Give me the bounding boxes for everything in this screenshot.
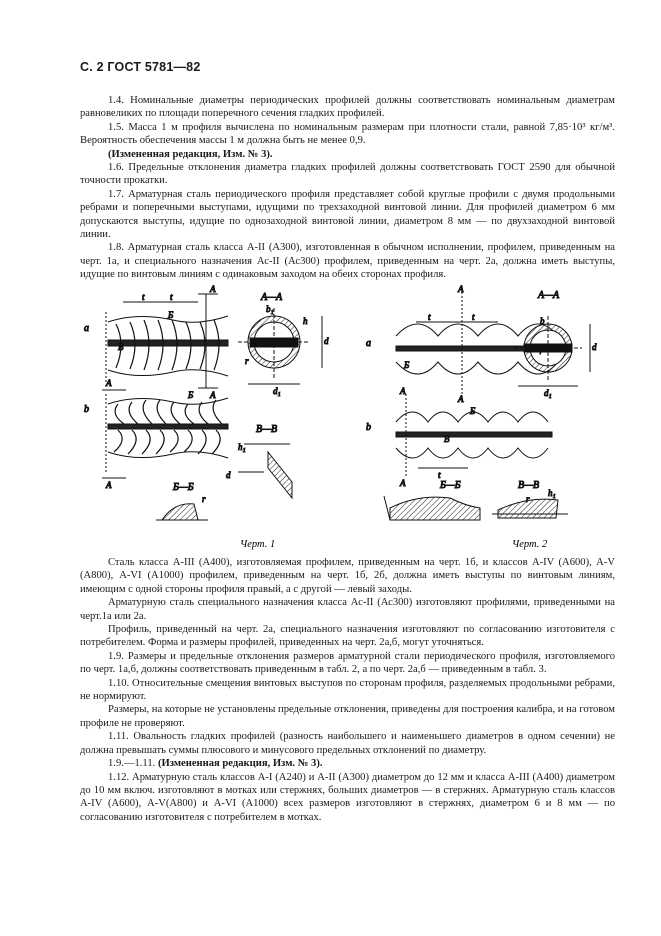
- page-header: С. 2 ГОСТ 5781—82: [80, 60, 201, 74]
- svg-text:t: t: [170, 292, 173, 302]
- svg-text:А: А: [210, 284, 216, 294]
- top_paragraphs-paragraph: 1.4. Номинальные диаметры периодических профилей должны соответствовать номинальным диаметрам равновеликих по площади поперечного сечения гладких профилей.: [80, 95, 615, 120]
- fig1-section-VV: [226, 424, 292, 498]
- svg-text:Б: Б: [470, 406, 476, 416]
- svg-text:А: А: [106, 378, 112, 388]
- paragraph-plain-part: 1.9.—1.11.: [108, 758, 158, 770]
- svg-text:b: b: [84, 404, 89, 415]
- bottom_paragraphs-paragraph: Размеры, на которые не установлены предельные отклонения, приведены для построения калибра, и на готовом профиле не проверяют.: [80, 704, 615, 729]
- svg-text:В—В: В—В: [518, 480, 540, 491]
- fig1a-label: а: [84, 323, 89, 334]
- bottom_paragraphs-paragraph: 1.10. Относительные смещения винтовых выступов по сторонам профиля, разделяемых продольными ребрами, не нормируют.: [80, 677, 615, 703]
- svg-text:Б: Б: [188, 390, 194, 400]
- svg-text:В: В: [444, 434, 450, 444]
- svg-text:А: А: [106, 480, 112, 490]
- svg-text:а: а: [366, 338, 371, 349]
- svg-text:Б—Б: Б—Б: [440, 480, 461, 491]
- svg-text:b: b: [366, 422, 371, 433]
- svg-text:В—В: В—В: [256, 424, 278, 435]
- svg-text:b: b: [540, 316, 545, 326]
- top_paragraphs-paragraph: 1.8. Арматурная сталь класса А-II (А300), изготовленная в обычном исполнении, профилем, приведенным на черт. 1а, и специального назначения Ас-II (Ас300) профилем, приведенным на черт. 2а, должна иметь выступы, идущие по винтовым линиям с одинаковым заходом на обеих сторонах профиля.: [80, 242, 615, 281]
- fig2-section-AA: [514, 290, 597, 398]
- svg-text:d₁: d₁: [273, 386, 281, 396]
- svg-text:А: А: [400, 386, 406, 396]
- bottom_paragraphs-paragraph: Сталь класса А-III (А400), изготовляемая профилем, приведенным на черт. 1б, и классов А-IV (А600), А-V (А800), А-VI (А1000) профилем, приведенным на черт. 1б, 2б, должна иметь выступы по винтовым линиям, имеющим с одной стороны профиля правый, а с другой — левый заходы.: [80, 557, 615, 595]
- svg-text:А: А: [458, 284, 464, 294]
- svg-text:h: h: [303, 316, 308, 326]
- bottom_paragraphs-paragraph: 1.12. Арматурную сталь классов А-I (А240) и А-II (А300) диаметром до 12 мм и класса А-III (А400) диаметром до 10 мм включ. изготовляют в мотках или стержнях, больших диаметров — в стержнях. Арматурную сталь классов А-IV (А600), А-V(А800) и А-VI (А1000) всех размеров изготовляют в стержнях, диаметром 6 и 8 мм — по согласованию изготовителя с потребителем в мотках.: [80, 771, 615, 823]
- svg-text:Б—Б: Б—Б: [173, 482, 194, 493]
- svg-text:А: А: [400, 478, 406, 488]
- svg-text:А—А: А—А: [261, 292, 283, 303]
- svg-text:d: d: [592, 342, 597, 352]
- fig1-section-BB: [156, 482, 208, 520]
- caption-chert-2: Черт. 2: [512, 539, 548, 550]
- top_paragraphs-paragraph: 1.7. Арматурная сталь периодического профиля представляет собой круглые профили с двумя продольными ребрами и поперечными выступами, идущими по трехзаходной винтовой линии. Для профилей диаметром 6 мм допускаются выступы, идущие по однозаходной винтовой линии, диаметром 8 мм — по двухзаходной винтовой линии.: [80, 188, 615, 241]
- bottom_paragraphs-paragraph: 1.9. Размеры и предельные отклонения размеров арматурной стали периодического профиля, изготовляемого по черт. 1а,б, должны соответствовать приведенным в табл. 2, а по черт. 2а,б — приведенным в табл. 3.: [80, 650, 615, 676]
- bottom_paragraphs-paragraph: 1.11. Овальность гладких профилей (разность наибольшего и наименьшего диаметров в одном сечении) не должна превышать суммы плюсового и минусового предельных отклонений по диаметру.: [80, 731, 615, 756]
- svg-text:β: β: [540, 344, 545, 354]
- svg-text:h₁: h₁: [238, 442, 246, 452]
- top_paragraphs-paragraph: (Измененная редакция, Изм. № 3).: [108, 148, 273, 160]
- svg-text:t: t: [438, 470, 441, 480]
- svg-text:r: r: [526, 494, 530, 504]
- svg-text:Б: Б: [404, 360, 410, 370]
- svg-text:t: t: [142, 292, 145, 302]
- svg-text:d: d: [324, 336, 329, 346]
- svg-text:d: d: [226, 470, 231, 480]
- svg-text:А: А: [458, 394, 464, 404]
- svg-text:t: t: [428, 312, 431, 322]
- fig2-section-VV: [492, 480, 568, 518]
- svg-text:В: В: [118, 342, 124, 352]
- svg-text:h₁: h₁: [548, 488, 556, 498]
- figure-drawings: [78, 282, 623, 550]
- fig2-section-BB: [384, 480, 480, 520]
- top_paragraphs-paragraph: 1.6. Предельные отклонения диаметра гладких профилей должны соответствовать ГОСТ 2590 для обычной точности прокатки.: [80, 162, 615, 187]
- rebar-drawings: [78, 282, 623, 550]
- caption-chert-1: Черт. 1: [240, 539, 276, 550]
- svg-text:d₁: d₁: [544, 388, 552, 398]
- top_paragraphs-paragraph: 1.5. Масса 1 м профиля вычислена по номинальным размерам при плотности стали, равной 7,85·10³ кг/м³. Вероятность обеспечения массы 1 м должна быть не менее 0,9.: [80, 121, 615, 147]
- svg-text:r: r: [202, 494, 206, 504]
- fig1b-bar: [84, 378, 228, 490]
- svg-text:Б: Б: [168, 310, 174, 320]
- top-text-block: [80, 94, 615, 282]
- bottom_paragraphs-paragraph: [80, 757, 615, 770]
- svg-text:t: t: [472, 312, 475, 322]
- svg-text:b₁: b₁: [266, 304, 274, 314]
- svg-text:r: r: [245, 356, 249, 366]
- paragraph-bold-part: (Измененная редакция, Изм. № 3).: [157, 758, 323, 770]
- bottom_paragraphs-paragraph: Арматурную сталь специального назначения класса Ас-II (Ас300) изготовляют профилями, приведенными на черт.1а или 2а.: [80, 597, 615, 622]
- svg-text:А—А: А—А: [538, 290, 560, 301]
- fig1-section-AA: [238, 292, 329, 396]
- svg-text:А: А: [210, 390, 216, 400]
- bottom-text-block: [80, 556, 615, 824]
- bottom_paragraphs-paragraph: Профиль, приведенный на черт. 2а, специального назначения изготовляют по согласованию изготовителя с потребителем. Форма и размеры профилей, приведенных на черт. 2а,б, могут уточняться.: [80, 624, 615, 649]
